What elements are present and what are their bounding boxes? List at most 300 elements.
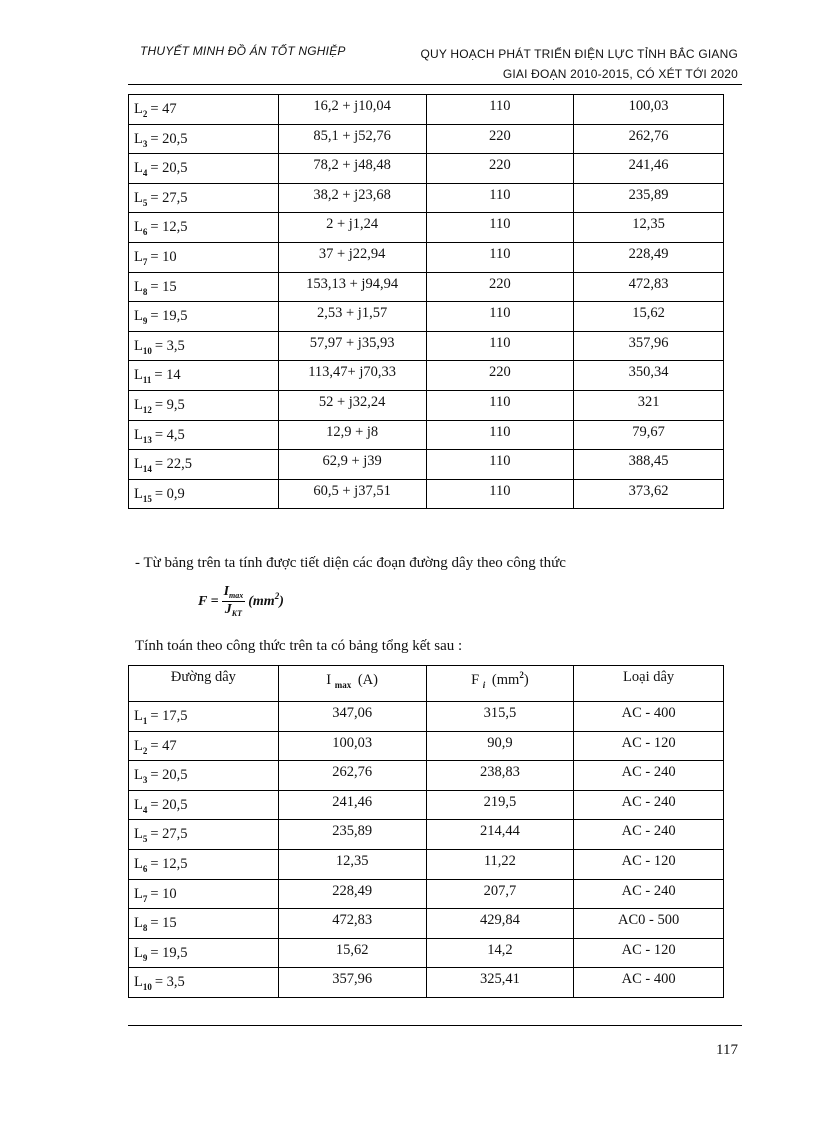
- power-value: 52 + j32,24: [318, 393, 386, 410]
- power-value: 2 + j1,24: [326, 216, 379, 233]
- section-cell: [426, 761, 574, 791]
- line-label: [134, 702, 188, 725]
- type-value: AC - 240: [621, 793, 676, 810]
- line-label-cell: [129, 390, 279, 420]
- current-value: 235,89: [628, 186, 669, 203]
- imax-cell: [278, 879, 426, 909]
- line-label-cell: [129, 272, 279, 302]
- header-line-text: Đường dây: [170, 669, 236, 685]
- table-row: [129, 702, 724, 732]
- line-sub: 12: [142, 404, 152, 415]
- line-label: [134, 421, 185, 444]
- line-label-cell: [129, 124, 279, 154]
- formula-rhs-sup: 2: [274, 590, 280, 601]
- current-value: 15,62: [632, 305, 665, 322]
- power-cell: [278, 154, 426, 184]
- header-section: [426, 666, 574, 702]
- formula-lhs: F =: [198, 593, 219, 609]
- type-cell: [574, 968, 724, 998]
- type-cell: [574, 731, 724, 761]
- line-label-cell: [129, 849, 279, 879]
- line-sub: 3: [142, 775, 148, 786]
- power-cell: [278, 183, 426, 213]
- type-value: AC - 240: [621, 764, 676, 781]
- section-value: 14,2: [487, 941, 513, 958]
- current-value: 388,45: [628, 453, 669, 470]
- type-value: AC - 240: [621, 823, 676, 840]
- line-length: = 12,5: [150, 219, 188, 236]
- table-row: [129, 331, 724, 361]
- page-number: 117: [716, 1042, 738, 1058]
- line-sub: 4: [142, 804, 148, 815]
- line-base: L: [134, 767, 143, 784]
- power-cell: [278, 124, 426, 154]
- voltage-value: 110: [489, 482, 511, 499]
- current-value: 262,76: [628, 127, 669, 144]
- type-cell: [574, 849, 724, 879]
- table-row: [129, 938, 724, 968]
- voltage-value: 110: [489, 186, 511, 203]
- voltage-cell: [426, 272, 574, 302]
- line-label-cell: [129, 820, 279, 850]
- power-cell: [278, 242, 426, 272]
- table-row: [129, 154, 724, 184]
- line-sub: 10: [142, 982, 152, 993]
- line-sub: 10: [142, 345, 152, 356]
- header-imax-base: I: [326, 672, 332, 688]
- section-cell: [426, 702, 574, 732]
- voltage-cell: [426, 361, 574, 391]
- line-label-cell: [129, 420, 279, 450]
- section-value: 214,44: [479, 823, 520, 840]
- line-label-cell: [129, 302, 279, 332]
- line-label: [134, 213, 188, 236]
- voltage-cell: [426, 390, 574, 420]
- voltage-cell: [426, 242, 574, 272]
- line-length: = 9,5: [154, 396, 185, 413]
- line-sub: 7: [142, 893, 148, 904]
- line-label: [134, 791, 188, 814]
- line-base: L: [134, 456, 143, 473]
- line-label: [134, 154, 188, 177]
- current-cell: [574, 213, 724, 243]
- line-label-cell: [129, 761, 279, 791]
- line-length: = 22,5: [154, 456, 193, 473]
- current-value: 100,03: [628, 98, 669, 114]
- voltage-cell: [426, 124, 574, 154]
- table-row: [129, 849, 724, 879]
- power-cell: [278, 361, 426, 391]
- line-length: = 47: [150, 737, 177, 754]
- imax-cell: [278, 938, 426, 968]
- line-label: [134, 332, 185, 355]
- section-cell: [426, 879, 574, 909]
- voltage-value: 110: [489, 453, 511, 470]
- voltage-cell: [426, 154, 574, 184]
- line-label: [134, 880, 177, 903]
- current-cell: [574, 331, 724, 361]
- power-cell: [278, 213, 426, 243]
- type-cell: [574, 938, 724, 968]
- header-right-line1: QUY HOẠCH PHÁT TRIỂN ĐIỆN LỰC TỈNH BẮC GIANG: [420, 47, 738, 61]
- current-value: 79,67: [632, 423, 665, 440]
- current-value: 321: [637, 393, 660, 410]
- power-cell: [278, 272, 426, 302]
- imax-value: 357,96: [332, 971, 373, 988]
- section-cell: [426, 731, 574, 761]
- table-row: [129, 420, 724, 450]
- line-base: L: [134, 796, 143, 813]
- voltage-cell: [426, 95, 574, 125]
- current-cell: [574, 124, 724, 154]
- imax-value: 241,46: [332, 793, 373, 810]
- line-base: L: [134, 426, 143, 443]
- power-cell: [278, 479, 426, 509]
- table-row: [129, 242, 724, 272]
- voltage-value: 110: [489, 245, 511, 262]
- line-length: = 20,5: [150, 767, 188, 784]
- footer-divider: [128, 1025, 742, 1026]
- line-base: L: [134, 944, 143, 961]
- line-current-table-body: [129, 95, 724, 509]
- line-base: L: [134, 885, 143, 902]
- table-row: [129, 302, 724, 332]
- voltage-cell: [426, 302, 574, 332]
- line-label: [134, 273, 177, 296]
- table-row: [129, 731, 724, 761]
- line-sub: 9: [142, 316, 148, 327]
- formula-denominator: [225, 602, 242, 619]
- imax-cell: [278, 849, 426, 879]
- line-label-cell: [129, 938, 279, 968]
- line-sub: 15: [142, 493, 152, 504]
- imax-value: 347,06: [332, 705, 373, 721]
- formula-den-sub: KT: [231, 609, 243, 618]
- current-value: 357,96: [628, 334, 669, 351]
- current-cell: [574, 302, 724, 332]
- line-label-cell: [129, 790, 279, 820]
- current-cell: [574, 95, 724, 125]
- header-imax-sub: max: [334, 680, 352, 690]
- header-imax: [278, 666, 426, 702]
- current-cell: [574, 479, 724, 509]
- line-base: L: [134, 160, 143, 177]
- power-value: 153,13 + j94,94: [306, 275, 399, 292]
- section-value: 325,41: [479, 971, 520, 988]
- imax-cell: [278, 820, 426, 850]
- line-label: [134, 820, 188, 843]
- section-cell: [426, 820, 574, 850]
- line-length: = 27,5: [150, 826, 188, 843]
- current-value: 12,35: [632, 216, 665, 233]
- power-value: 12,9 + j8: [326, 423, 379, 440]
- voltage-cell: [426, 331, 574, 361]
- power-value: 38,2 + j23,68: [313, 186, 391, 203]
- power-cell: [278, 420, 426, 450]
- line-sub: 7: [142, 256, 148, 267]
- formula-rhs: [248, 590, 284, 610]
- voltage-cell: [426, 479, 574, 509]
- line-label: [134, 243, 177, 266]
- header-right-title: [420, 44, 738, 84]
- current-cell: [574, 390, 724, 420]
- line-label: [134, 732, 177, 755]
- power-value: 78,2 + j48,48: [313, 157, 391, 174]
- header-section-base: F: [471, 672, 480, 688]
- line-length: = 10: [150, 248, 177, 265]
- power-value: 60,5 + j37,51: [313, 482, 391, 499]
- header-section-unit: (mm: [491, 672, 520, 688]
- line-length: = 15: [150, 278, 177, 295]
- line-sub: 3: [142, 138, 148, 149]
- formula-rhs-text: (mm: [248, 593, 275, 609]
- table-row: [129, 790, 724, 820]
- line-base: L: [134, 367, 143, 384]
- table-row: [129, 390, 724, 420]
- line-base: L: [134, 337, 143, 354]
- line-sub: 6: [142, 227, 148, 238]
- header-type-text: Loại dây: [623, 669, 675, 685]
- line-length: = 14: [154, 367, 181, 384]
- type-value: AC - 120: [621, 734, 676, 751]
- current-value: 472,83: [628, 275, 669, 292]
- line-label-cell: [129, 361, 279, 391]
- line-base: L: [134, 855, 143, 872]
- paragraph-summary-intro: Tính toán theo công thức trên ta có bảng tổng kết sau :: [135, 638, 463, 654]
- type-value: AC0 - 500: [618, 912, 680, 929]
- paragraph-formula-intro: - Từ bảng trên ta tính được tiết diện các đoạn đường dây theo công thức: [135, 555, 566, 571]
- line-length: = 4,5: [154, 426, 185, 443]
- current-cell: [574, 242, 724, 272]
- power-value: 57,97 + j35,93: [309, 334, 395, 351]
- line-label-cell: [129, 183, 279, 213]
- conductor-summary-table: [128, 665, 724, 998]
- current-value: 350,34: [628, 364, 669, 381]
- imax-value: 100,03: [332, 734, 373, 751]
- header-left-title: THUYẾT MINH ĐỒ ÁN TỐT NGHIỆP: [140, 44, 346, 58]
- line-length: = 0,9: [154, 485, 185, 502]
- section-value: 90,9: [487, 734, 513, 751]
- section-cell: [426, 849, 574, 879]
- line-length: = 20,5: [150, 130, 188, 147]
- line-base: L: [134, 737, 143, 754]
- power-cell: [278, 95, 426, 125]
- voltage-cell: [426, 213, 574, 243]
- line-label-cell: [129, 154, 279, 184]
- header-imax-text: [326, 666, 378, 689]
- header-section-sub: i: [482, 680, 486, 690]
- imax-value: 472,83: [332, 912, 373, 929]
- voltage-cell: [426, 420, 574, 450]
- line-length: = 27,5: [150, 189, 188, 206]
- voltage-value: 220: [488, 127, 511, 144]
- imax-value: 235,89: [332, 823, 373, 840]
- power-cell: [278, 450, 426, 480]
- line-label: [134, 850, 188, 873]
- line-base: L: [134, 248, 143, 265]
- line-label: [134, 302, 188, 325]
- line-base: L: [134, 974, 143, 991]
- line-sub: 2: [142, 109, 148, 119]
- voltage-cell: [426, 450, 574, 480]
- line-base: L: [134, 101, 143, 117]
- imax-cell: [278, 968, 426, 998]
- line-sub: 11: [142, 375, 152, 386]
- line-length: = 17,5: [150, 708, 188, 724]
- section-value: 207,7: [483, 882, 517, 899]
- voltage-value: 110: [489, 393, 511, 410]
- imax-cell: [278, 731, 426, 761]
- table-row: [129, 479, 724, 509]
- line-length: = 19,5: [150, 308, 188, 325]
- type-cell: [574, 879, 724, 909]
- formula-rhs-close: ): [279, 593, 284, 609]
- line-label-cell: [129, 702, 279, 732]
- header-section-close: ): [523, 672, 529, 688]
- line-label: [134, 761, 188, 784]
- line-label: [134, 450, 192, 473]
- line-base: L: [134, 189, 143, 206]
- voltage-value: 110: [489, 98, 511, 114]
- line-length: = 12,5: [150, 855, 188, 872]
- line-label: [134, 361, 181, 384]
- line-label-cell: [129, 968, 279, 998]
- line-base: L: [134, 278, 143, 295]
- line-label-cell: [129, 731, 279, 761]
- section-cell: [426, 968, 574, 998]
- line-base: L: [134, 708, 143, 724]
- section-value: 219,5: [483, 793, 517, 810]
- header-right-line2: GIAI ĐOẠN 2010-2015, CÓ XÉT TỚI 2020: [502, 67, 738, 81]
- type-cell: [574, 909, 724, 939]
- section-cell: [426, 909, 574, 939]
- formula-num-base: I: [223, 584, 230, 599]
- section-value: 11,22: [483, 852, 516, 869]
- line-base: L: [134, 219, 143, 236]
- line-sub: 5: [142, 197, 148, 208]
- section-cell: [426, 938, 574, 968]
- current-value: 373,62: [628, 482, 669, 499]
- imax-value: 15,62: [335, 941, 369, 958]
- line-length: = 10: [150, 885, 177, 902]
- table-row: [129, 968, 724, 998]
- line-label: [134, 480, 185, 503]
- line-label-cell: [129, 213, 279, 243]
- line-base: L: [134, 130, 143, 147]
- imax-cell: [278, 702, 426, 732]
- power-value: 37 + j22,94: [318, 245, 386, 262]
- voltage-value: 110: [489, 334, 511, 351]
- current-value: 241,46: [628, 157, 669, 174]
- line-sub: 9: [142, 952, 148, 963]
- section-value: 315,5: [483, 705, 517, 721]
- formula-fraction: [222, 584, 246, 619]
- line-label: [134, 939, 188, 962]
- line-sub: 5: [142, 834, 148, 845]
- line-length: = 19,5: [150, 944, 188, 961]
- current-cell: [574, 154, 724, 184]
- imax-value: 228,49: [332, 882, 373, 899]
- line-current-table: [128, 94, 724, 509]
- table-row: [129, 879, 724, 909]
- imax-value: 262,76: [332, 764, 373, 781]
- table-row: [129, 761, 724, 791]
- table-row: [129, 213, 724, 243]
- line-length: = 15: [150, 915, 177, 932]
- line-sub: 8: [142, 923, 148, 934]
- current-cell: [574, 450, 724, 480]
- formula-num-sub: max: [229, 591, 244, 600]
- type-value: AC - 400: [621, 705, 676, 721]
- voltage-value: 110: [489, 305, 511, 322]
- table-row: [129, 272, 724, 302]
- line-label-cell: [129, 909, 279, 939]
- line-length: = 3,5: [154, 974, 185, 991]
- line-label-cell: [129, 331, 279, 361]
- line-sub: 8: [142, 286, 148, 297]
- line-label: [134, 968, 185, 991]
- power-cell: [278, 390, 426, 420]
- line-sub: 13: [142, 434, 152, 445]
- line-length: = 3,5: [154, 337, 185, 354]
- table-row: [129, 450, 724, 480]
- conductor-summary-table-body: [129, 702, 724, 998]
- type-cell: [574, 761, 724, 791]
- formula-numerator: [222, 584, 246, 602]
- imax-cell: [278, 790, 426, 820]
- current-cell: [574, 420, 724, 450]
- line-base: L: [134, 396, 143, 413]
- type-value: AC - 240: [621, 882, 676, 899]
- cross-section-formula: [198, 584, 284, 619]
- header-section-text: [471, 666, 529, 689]
- type-value: AC - 400: [621, 971, 676, 988]
- type-cell: [574, 790, 724, 820]
- line-label: [134, 184, 188, 207]
- formula-den-base: J: [224, 602, 232, 617]
- line-sub: 2: [142, 745, 148, 756]
- header-imax-unit: (A): [357, 672, 378, 688]
- power-value: 62,9 + j39: [322, 453, 382, 470]
- header-line: [129, 666, 279, 702]
- summary-header-row: [129, 666, 724, 702]
- power-cell: [278, 302, 426, 332]
- line-label-cell: [129, 479, 279, 509]
- imax-value: 12,35: [335, 852, 369, 869]
- imax-cell: [278, 909, 426, 939]
- power-value: 85,1 + j52,76: [313, 127, 391, 144]
- current-cell: [574, 183, 724, 213]
- imax-cell: [278, 761, 426, 791]
- line-base: L: [134, 485, 143, 502]
- line-length: = 20,5: [150, 796, 188, 813]
- line-label: [134, 95, 177, 118]
- line-length: = 47: [150, 101, 177, 117]
- table-row: [129, 183, 724, 213]
- header-type: [574, 666, 724, 702]
- voltage-value: 220: [488, 275, 511, 292]
- section-cell: [426, 790, 574, 820]
- type-cell: [574, 702, 724, 732]
- line-base: L: [134, 308, 143, 325]
- line-label-cell: [129, 450, 279, 480]
- table-row: [129, 124, 724, 154]
- current-cell: [574, 361, 724, 391]
- line-sub: 6: [142, 863, 148, 874]
- line-label: [134, 909, 177, 932]
- line-base: L: [134, 915, 143, 932]
- line-label-cell: [129, 95, 279, 125]
